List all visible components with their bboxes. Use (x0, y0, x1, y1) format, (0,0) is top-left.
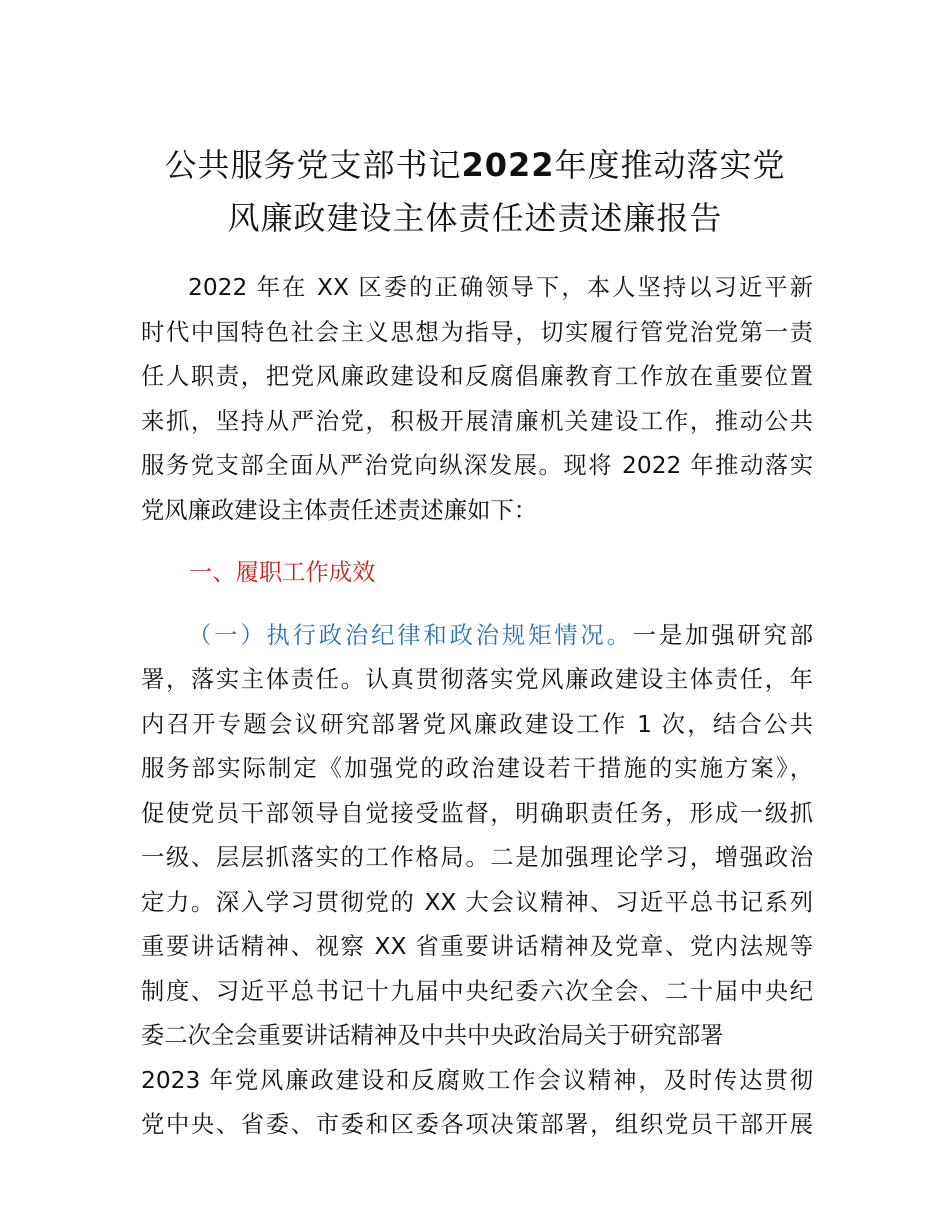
body-line: 促使党员干部领导自觉接受监督，明确职责任务，形成一级抓 (141, 799, 813, 827)
body-line: 内召开专题会议研究部署党风廉政建设工作 1 次，结合公共 (141, 710, 813, 738)
body-line: 重要讲话精神、视察 XX 省重要讲话精神及党章、党内法规等 (141, 933, 813, 960)
document-title-line-1 (140, 140, 810, 190)
title-year: 2022 (461, 146, 555, 184)
subsection-first-line (141, 614, 813, 659)
body-line: 制度、习近平总书记十九届中央纪委六次全会、二十届中央纪 (141, 977, 813, 1005)
intro-line: 服务党支部全面从严治党向纵深发展。现将 2022 年推动落实 (141, 452, 813, 479)
intro-line: 来抓，坚持从严治党，积极开展清廉机关建设工作，推动公共 (141, 407, 813, 435)
intro-line: 2022 年在 XX 区委的正确领导下，本人坚持以习近平新 (188, 274, 813, 301)
section-heading: 一、履职工作成效 (189, 559, 376, 586)
intro-line: 时代中国特色社会主义思想为指导，切实履行管党治党第一责 (141, 318, 813, 346)
document-title-line-2: 风廉政建设主体责任述责述廉报告 (227, 199, 723, 237)
spacer (141, 596, 813, 614)
subsection-first-line-rest: 一是加强研究部 (632, 621, 813, 649)
body-line: 党中央、省委、市委和区委各项决策部署，组织党员干部开展 (141, 1111, 813, 1138)
body-line: 服务部实际制定《加强党的政治建设若干措施的实施方案》， (141, 755, 813, 782)
title-part-a: 公共服务党支部书记 (164, 146, 462, 184)
title-part-b: 年度推动落实党 (554, 146, 786, 184)
body-line: 委二次全会重要讲话精神及中共中央政治局关于研究部署 (141, 1022, 724, 1049)
body-line: 2023 年党风廉政建设和反腐败工作会议精神，及时传达贯彻 (141, 1066, 813, 1094)
intro-line: 任人职责，把党风廉政建设和反腐倡廉教育工作放在重要位置 (141, 363, 813, 390)
body-line: 署，落实主体责任。认真贯彻落实党风廉政建设主体责任，年 (141, 666, 813, 693)
intro-line: 党风廉政建设主体责任述责述廉如下： (141, 496, 538, 524)
subsection-heading: （一）执行政治纪律和政治规矩情况。 (188, 621, 633, 649)
document-body (141, 266, 813, 1148)
body-line: 定力。深入学习贯彻党的 XX 大会议精神、习近平总书记系列 (141, 888, 813, 916)
spacer (141, 533, 813, 551)
body-line: 一级、层层抓落实的工作格局。二是加强理论学习，增强政治 (141, 844, 813, 871)
